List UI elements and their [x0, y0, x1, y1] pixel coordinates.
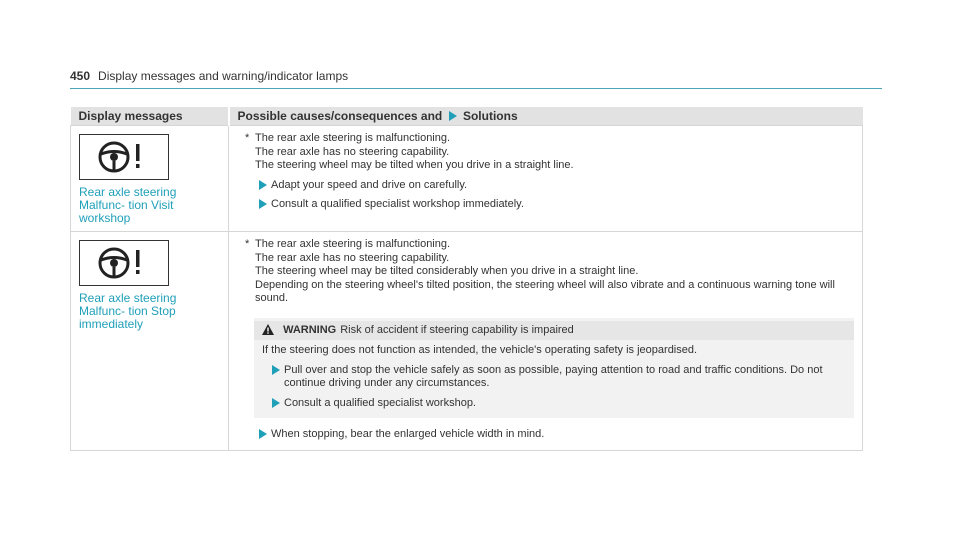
col-causes-label: Possible causes/consequences and	[237, 109, 443, 123]
header-rule	[70, 88, 882, 89]
solution-item: Consult a qualified specialist workshop.	[254, 397, 854, 411]
arrow-icon	[272, 365, 280, 375]
display-cell	[71, 126, 229, 232]
col-solutions-label: Solutions	[462, 109, 518, 123]
page-header	[70, 69, 348, 83]
arrow-icon	[259, 180, 267, 190]
steering-warning-icon	[79, 134, 169, 180]
display-message: Rear axle steering Malfunc- tion Visit workshop	[79, 185, 177, 225]
page-number: 450	[70, 69, 91, 83]
page-title: Display messages and warning/indicator lamps	[98, 69, 349, 83]
arrow-icon	[272, 398, 280, 408]
warning-subtitle: Risk of accident if steering capability is impaired	[340, 323, 574, 336]
arrow-icon	[449, 111, 457, 121]
cause-text: The rear axle has no steering capability.	[255, 145, 450, 158]
cause-text: The steering wheel may be tilted considerably when you drive in a straight line.	[255, 265, 639, 277]
arrow-icon	[259, 199, 267, 209]
table-row	[71, 232, 863, 451]
arrow-icon	[259, 429, 267, 439]
solutions-cell: * The rear axle steering is malfunctioning. The rear axle has no steering capability. The steering wheel may be tilted considerably when you drive in a straight line. Depending on the steering wheel's tilted position, the steering wheel will also vibrate and a continuous warning tone will sound. WARNING Risk of accident if steering capability is impaired If the steering does not function as intended, the vehicle's operating safety is jeopardised. Pull over and stop the vehicle safely as soon as possible, paying attention to road and traffic conditions. Do not continue driving under any circumstances. Consult a qualified specialist workshop. When stopping, bear the enlarged vehicle width in mind.	[229, 232, 863, 451]
messages-table	[70, 107, 863, 451]
warning-header	[254, 321, 854, 341]
cause-text: The steering wheel may be tilted when you drive in a straight line.	[255, 159, 574, 171]
display-message: Rear axle steering Malfunc- tion Stop immediately	[79, 291, 177, 331]
warning-box	[254, 318, 854, 419]
warning-text: If the steering does not function as intended, the vehicle's operating safety is jeopardised.	[262, 344, 698, 356]
table-header-row	[71, 107, 863, 126]
table-row	[71, 126, 863, 232]
cause-text: The rear axle steering is malfunctioning.	[255, 238, 451, 250]
col-causes-solutions	[229, 107, 863, 126]
col-display-messages: Display messages	[71, 107, 229, 126]
cause-text: The rear axle steering is malfunctioning.	[255, 132, 451, 144]
cause-text: Depending on the steering wheel's tilted position, the steering wheel will also vibrate and a continuous warning tone will sound.	[255, 278, 835, 304]
solution-item: When stopping, bear the enlarged vehicle width in mind.	[245, 428, 854, 442]
display-cell	[71, 232, 229, 451]
solution-item: Adapt your speed and drive on carefully.	[245, 179, 854, 193]
warning-title: WARNING	[283, 323, 337, 336]
solutions-cell: * The rear axle steering is malfunctioning. The rear axle has no steering capability. The steering wheel may be tilted when you drive in a straight line. Adapt your speed and drive on carefully. Consult a qualified specialist workshop immediately.	[229, 126, 863, 232]
solution-item: Consult a qualified specialist workshop immediately.	[245, 198, 854, 212]
cause-text: The rear axle has no steering capability.	[255, 251, 450, 264]
steering-warning-icon	[79, 240, 169, 286]
solution-item: Pull over and stop the vehicle safely as soon as possible, paying attention to road and traffic conditions. Do not continue driving under any circumstances.	[254, 364, 854, 391]
warning-triangle-icon	[262, 324, 274, 335]
